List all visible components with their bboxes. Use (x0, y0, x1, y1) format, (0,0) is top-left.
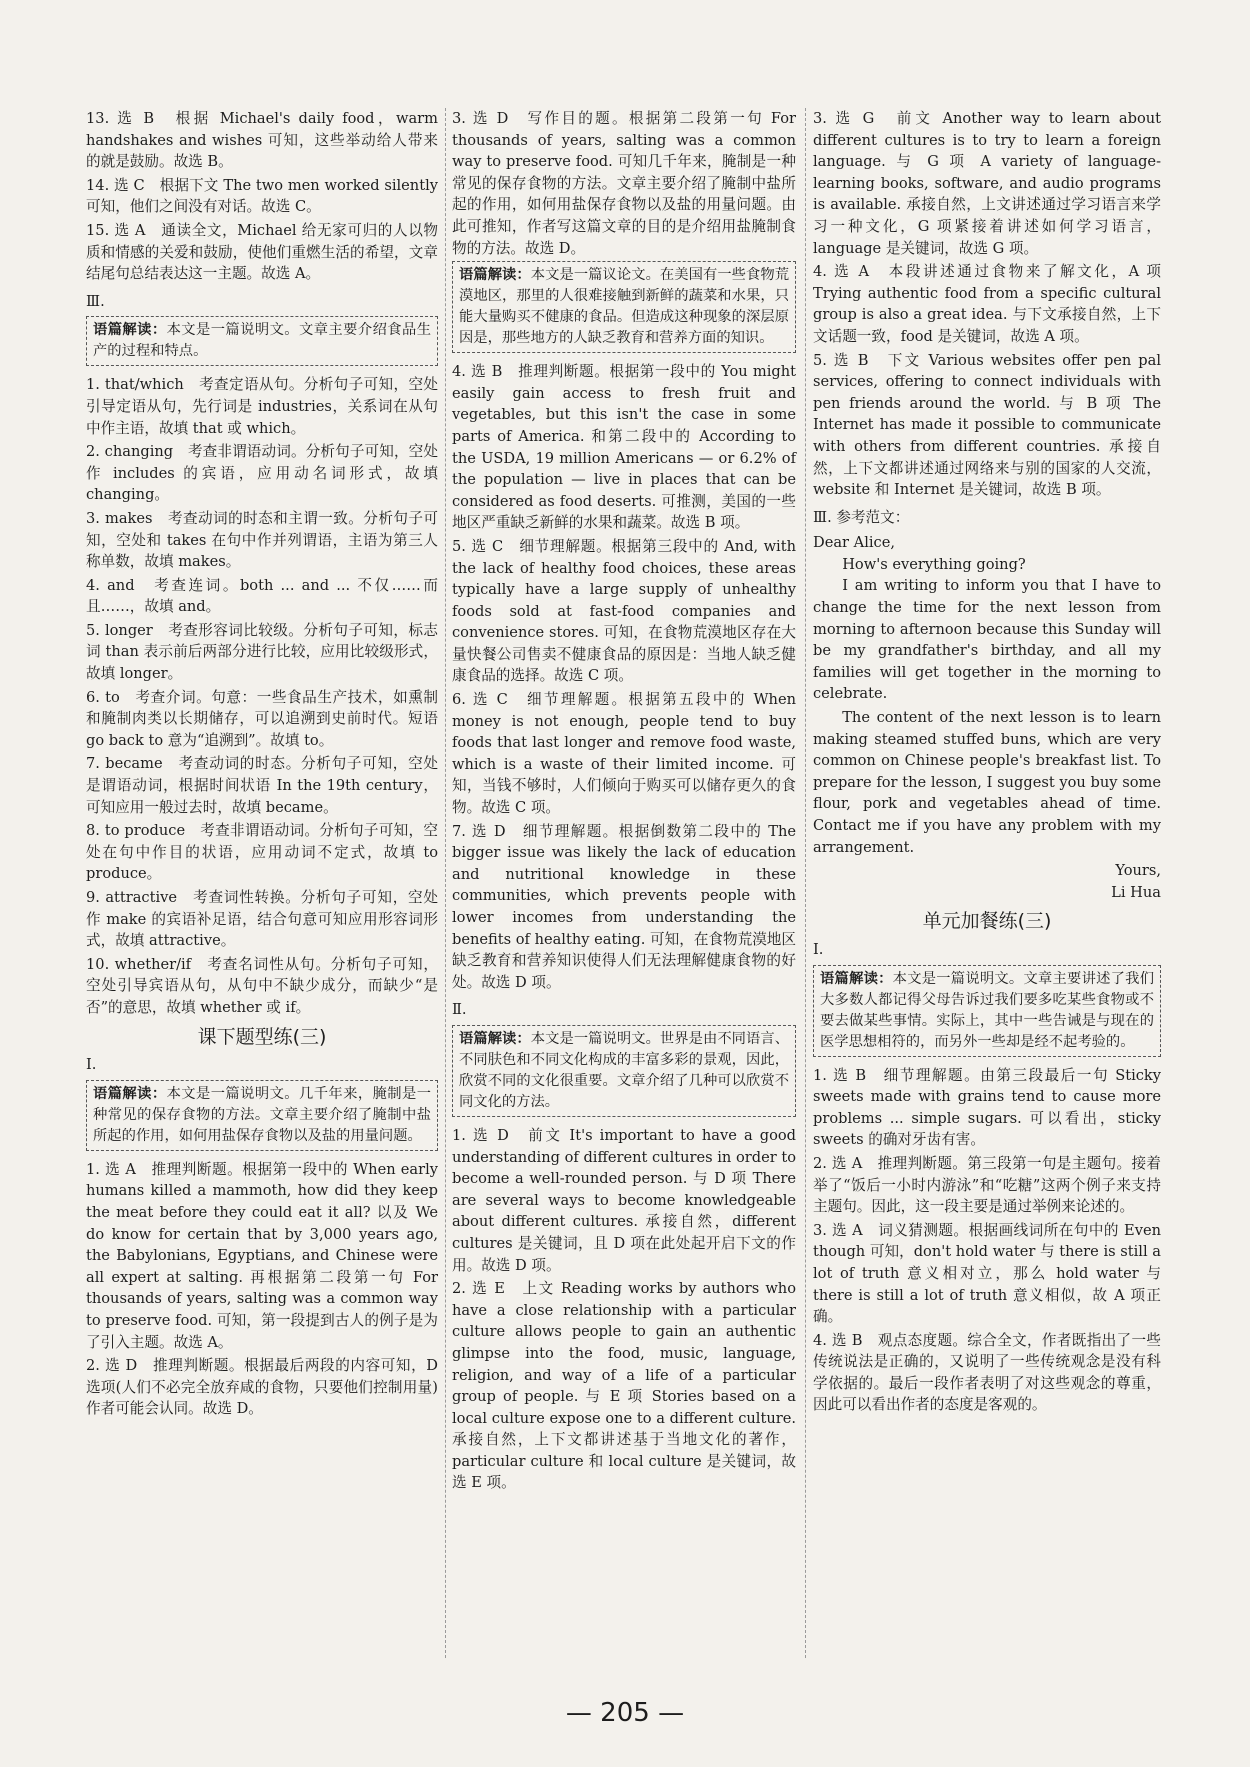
answer-item: 4. and 考查连词。both ... and ... 不仅……而且……，故填 and。 (86, 576, 438, 616)
page-number: — 205 — (565, 1698, 685, 1728)
passage-analysis-box (86, 1080, 438, 1151)
analysis-label: 语篇解读： (459, 1030, 531, 1047)
letter-greeting: Dear Alice, (813, 534, 895, 552)
answer-item: 4. 选 B 观点态度题。综合全文，作者既指出了一些传统说法是正确的，又说明了一些传统观念是没有科学依据的。最后一段作者表明了对这些观念的尊重，因此可以看出作者的态度是客观的。 (813, 1331, 1161, 1414)
analysis-text: 本文是一篇说明文。文章主要讲述了我们大多数人都记得父母告诉过我们要多吃某些食物或不要去做某些事情。实际上，其中一些告诫是与现在的医学思想相符的，而另外一些却是经不起考验的。 (820, 970, 1155, 1050)
section-numeral: Ⅲ. 参考范文： (813, 508, 910, 526)
section-numeral: Ⅰ. (86, 1056, 97, 1074)
analysis-label: 语篇解读： (459, 267, 531, 284)
column-left (86, 108, 438, 1422)
model-essay (813, 532, 1161, 903)
answer-item: 7. 选 D 细节理解题。根据倒数第二段中的 The bigger issue was likely the lack of education and nutritional knowledge in these communities, which prevents people with lower incomes from understanding the benefits of healthy eating. 可知，在食物荒漠地区缺乏教育和营养知识使得人们无法理解健康食物的好处。故选 D 项。 (452, 822, 796, 991)
passage-analysis-box (86, 316, 438, 366)
letter-paragraph: I am writing to inform you that I have to change the time for the next lesson from morning to afternoon because this Sunday will be my grandfather's birthday, and all my families will get together in the morning to celebrate. (813, 577, 1161, 703)
section-title: 单元加餐练(三) (922, 910, 1052, 933)
column-middle (452, 108, 796, 1496)
answer-item: 5. 选 B 下文 Various websites offer pen pal services, offering to connect individuals with pen friends around the world. 与 B 项 The Internet has made it possible to communicate with others from different countries. 承接自然，上下文都讲述通过网络来与别的国家的人交流，website 和 Internet 是关键词，故选 B 项。 (813, 351, 1161, 499)
answer-item: 7. became 考查动词的时态。分析句子可知，空处是谓语动词，根据时间状语 In the 19th century，可知应用一般过去时，故填 became。 (86, 755, 438, 816)
analysis-label: 语篇解读： (93, 1085, 167, 1102)
analysis-text: 本文是一篇说明文。文章主要介绍食品生产的过程和特点。 (93, 322, 432, 360)
letter-paragraph: The content of the next lesson is to learn making steamed stuffed buns, which are very common on Chinese people's breakfast list. To prepare for the lesson, I suggest you buy some flour, pork and vegetables ahead of time. Contact me if you have any problem with my arrangement. (813, 709, 1161, 856)
analysis-text: 本文是一篇议论文。在美国有一些食物荒漠地区，那里的人很难接触到新鲜的蔬菜和水果，只能大量购买不健康的食品。但造成这种现象的深层原因是，那些地方的人缺乏教育和营养方面的知识。 (459, 267, 790, 347)
answer-item: 6. to 考查介词。句意：一些食品生产技术，如熏制和腌制肉类以长期储存，可以追溯到史前时代。短语 go back to 意为“追溯到”。故填 to。 (86, 688, 438, 749)
answer-item: 15. 选 A 通读全文，Michael 给无家可归的人以物质和情感的关爱和鼓励，使他们重燃生活的希望，文章结尾句总结表达这一主题。故选 A。 (86, 221, 438, 283)
answer-item: 8. to produce 考查非谓语动词。分析句子可知，空处在句中作目的状语，应用动词不定式，故填 to produce。 (86, 822, 438, 883)
answer-item: 4. 选 B 推理判断题。根据第一段中的 You might easily gain access to fresh fruit and vegetables, but this isn't the case in some parts of America. 和第二段中的 According to the USDA, 19 million Americans — or 6.2% of the population — live in places that can be considered as food deserts. 可推测，美国的一些地区严重缺乏新鲜的水果和蔬菜。故选 B 项。 (452, 363, 796, 532)
column-right (813, 108, 1161, 1418)
analysis-label: 语篇解读： (820, 970, 893, 987)
answer-item: 5. 选 C 细节理解题。根据第三段中的 And, with the lack of healthy food choices, these areas typically have a large supply of unhealthy foods sold at fast-food companies and convenience stores. 可知，在食物荒漠地区存在大量快餐公司售卖不健康食品的原因是：当地人缺乏健康食品的选择。故选 C 项。 (452, 537, 796, 685)
answer-item: 10. whether/if 考查名词性从句。分析句子可知，空处引导宾语从句，从句中不缺少成分，而缺少“是否”的意思，故填 whether 或 if。 (86, 955, 438, 1016)
answer-item: 9. attractive 考查词性转换。分析句子可知，空处作 make 的宾语补足语，结合句意可知应用形容词形式，故填 attractive。 (86, 889, 438, 950)
answer-item: 1. that/which 考查定语从句。分析句子可知，空处引导定语从句，先行词是 industries，关系词在从句中作主语，故填 that 或 which。 (86, 376, 438, 437)
answer-item: 14. 选 C 根据下文 The two men worked silently 可知，他们之间没有对话。故选 C。 (86, 176, 438, 216)
answer-item: 1. 选 B 细节理解题。由第三段最后一句 Sticky sweets made with grains tend to cause more problems ... simple sugars. 可以看出，sticky sweets 的确对牙齿有害。 (813, 1066, 1161, 1149)
section-numeral: Ⅲ. (86, 292, 105, 310)
answer-item: 6. 选 C 细节理解题。根据第五段中的 When money is not enough, people tend to buy foods that last longer and remove food waste, which is a waste of their limited income. 可知，当钱不够时，人们倾向于购买可以储存更久的食物。故选 C 项。 (452, 691, 796, 817)
answer-item: 2. 选 D 推理判断题。根据最后两段的内容可知，D 选项(人们不必完全放弃咸的食物，只要他们控制用量)作者可能会认同。故选 D。 (86, 1357, 438, 1418)
passage-analysis-box (452, 1025, 796, 1117)
letter-signature: Li Hua (1111, 883, 1161, 901)
answer-item: 4. 选 A 本段讲述通过食物来了解文化，A 项 Trying authentic food from a specific cultural group is also a great idea. 与下文承接自然，上下文话题一致，food 是关键词，故选 A 项。 (813, 263, 1161, 345)
answer-item: 3. 选 G 前文 Another way to learn about different cultures is to try to learn a foreign language. 与 G 项 A variety of language-learning books, software, and audio programs is available. 承接自然，上文讲述通过学习语言来学习一种文化，G 项紧接着讲述如何学习语言，language 是关键词，故选 G 项。 (813, 110, 1161, 257)
answer-item: 2. 选 A 推理判断题。第三段第一句是主题句。接着举了“饭后一小时内游泳”和“吃糖”这两个例子来支持主题句。因此，这一段主要是通过举例来论述的。 (813, 1154, 1161, 1216)
analysis-text: 本文是一篇说明文。世界是由不同语言、不同肤色和不同文化构成的丰富多彩的景观，因此，欣赏不同的文化很重要。文章介绍了几种可以欣赏不同文化的方法。 (459, 1030, 790, 1110)
analysis-label: 语篇解读： (93, 322, 167, 339)
answer-item: 5. longer 考查形容词比较级。分析句子可知，标志词 than 表示前后两部分进行比较，应用比较级形式，故填 longer。 (86, 621, 438, 683)
answer-item: 3. makes 考查动词的时态和主谓一致。分析句子可知，空处和 takes 在句中作并列谓语，主语为第三人称单数，故填 makes。 (86, 509, 438, 571)
passage-analysis-box (813, 965, 1161, 1057)
section-title: 课下题型练(三) (197, 1025, 327, 1048)
column-divider (445, 108, 446, 1658)
answer-item: 2. changing 考查非谓语动词。分析句子可知，空处作 includes 的宾语，应用动名词形式，故填 changing。 (86, 443, 438, 504)
analysis-text: 本文是一篇说明文。几千年来，腌制是一种常见的保存食物的方法。文章主要介绍了腌制中盐所起的作用，如何用盐保存食物以及盐的用量问题。 (93, 1085, 432, 1144)
answer-item: 13. 选 B 根据 Michael's daily food，warm handshakes and wishes 可知，这些举动给人带来的就是鼓励。故选 B。 (86, 110, 438, 171)
answer-item: 3. 选 D 写作目的题。根据第二段第一句 For thousands of years, salting was a common way to preserve food. 可知几千年来，腌制是一种常见的保存食物的方法。文章主要介绍了腌制中盐所起的作用，如何用盐保存食物以及盐的用量问题。由此可推知，作者写这篇文章的目的是介绍用盐腌制食物的方法。故选 D。 (452, 110, 796, 257)
section-numeral: Ⅰ. (813, 940, 824, 958)
answer-item: 2. 选 E 上文 Reading works by authors who have a close relationship with a particular culture allows people to gain an authentic glimpse into the food, music, language, religion, and way of a life of a particular group of people. 与 E 项 Stories based on a local culture expose one to a different culture. 承接自然，上下文都讲述基于当地文化的著作，particular culture 和 local culture 是关键词，故选 E 项。 (452, 1280, 796, 1492)
answer-item: 1. 选 D 前文 It's important to have a good understanding of different cultures in order to become a well-rounded person. 与 D 项 There are several ways to become knowledgeable about different cultures. 承接自然，different cultures 是关键词，且 D 项在此处起开启下文的作用。故选 D 项。 (452, 1126, 796, 1274)
column-divider (805, 108, 806, 1658)
passage-analysis-box (452, 261, 796, 353)
letter-closing: Yours, (1115, 862, 1161, 880)
answer-item: 1. 选 A 推理判断题。根据第一段中的 When early humans killed a mammoth, how did they keep the meat before they could eat it all? 以及 We do know for certain that by 3,000 years ago, the Babylonians, Egyptians, and Chinese were all expert at salting. 再根据第二段第一句 For thousands of years, salting was a common way to preserve food. 可知，第一段提到古人的例子是为了引入主题。故选 A。 (86, 1160, 438, 1351)
section-numeral: Ⅱ. (452, 1001, 467, 1019)
letter-paragraph: How's everything going? (842, 555, 1026, 573)
answer-item: 3. 选 A 词义猜测题。根据画线词所在句中的 Even though 可知，don't hold water 与 there is still a lot of truth 意义相对立，那么 hold water 与 there is still a lot of truth 意义相似，故 A 项正确。 (813, 1221, 1161, 1326)
